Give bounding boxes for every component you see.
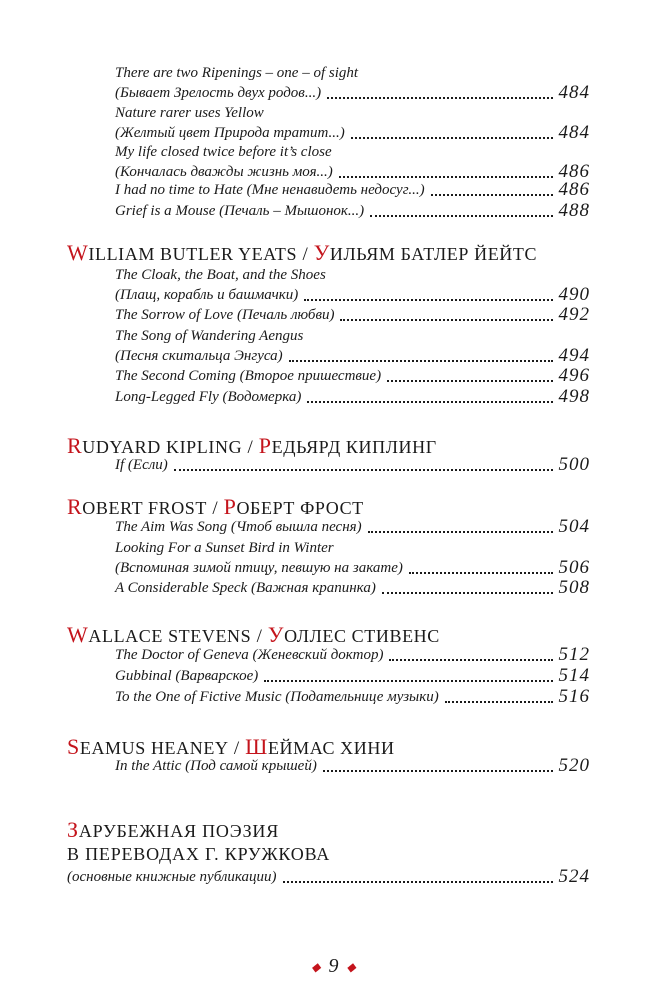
author-name-en: ALLACE STEVENS bbox=[88, 626, 252, 646]
page-reference: 484 bbox=[558, 82, 590, 103]
section-title-line1: АРУБЕЖНАЯ ПОЭЗИЯ bbox=[78, 821, 280, 841]
entry-text: Long-Legged Fly (Водомерка) bbox=[115, 389, 302, 405]
entry-text: (Бывает Зрелость двух родов...) bbox=[115, 85, 322, 101]
toc-entry[interactable] bbox=[115, 305, 590, 325]
dot-leader bbox=[283, 867, 553, 883]
author-initial-en: R bbox=[67, 494, 83, 519]
section-title-line2: В ПЕРЕВОДАХ Г. КРУЖКОВА bbox=[67, 844, 331, 864]
page-reference: 484 bbox=[558, 122, 590, 143]
author-initial-ru: У bbox=[267, 622, 285, 647]
author-name-ru: ИЛЬЯМ БАТЛЕР ЙЕЙТС bbox=[329, 244, 538, 264]
page-reference: 504 bbox=[558, 516, 590, 537]
toc-entry[interactable] bbox=[115, 666, 590, 686]
dot-leader bbox=[351, 123, 553, 139]
entry-text: Grief is a Mouse (Печаль – Мышонок...) bbox=[115, 203, 365, 219]
entry-leader-line bbox=[115, 687, 590, 707]
entry-text: I had no time to Hate (Мне ненавидеть недосуг...) bbox=[115, 182, 425, 198]
entry-text: (Плащ, корабль и башмачки) bbox=[115, 287, 299, 303]
toc-entry[interactable] bbox=[115, 180, 590, 200]
page-reference: 486 bbox=[558, 179, 590, 200]
entry-text: (Вспоминая зимой птицу, певшую на закате) bbox=[115, 560, 403, 576]
entry-leader-line bbox=[115, 162, 590, 182]
entry-title-line: My life closed twice before it’s close bbox=[115, 144, 332, 160]
entry-title-line: The Song of Wandering Aengus bbox=[115, 328, 304, 344]
dot-leader bbox=[339, 162, 553, 178]
author-initial-ru: У bbox=[313, 240, 330, 265]
diamond-ornament-icon: ◆ bbox=[311, 959, 321, 974]
author-initial-en: R bbox=[67, 433, 83, 458]
folio-number: 9 bbox=[328, 955, 339, 977]
author-name-ru: ОЛЛЕС СТИВЕНС bbox=[284, 626, 440, 646]
entry-leader-line bbox=[115, 180, 590, 200]
author-name-en: OBERT FROST bbox=[82, 498, 207, 518]
diamond-ornament-icon: ◆ bbox=[346, 959, 356, 974]
toc-entry[interactable] bbox=[115, 756, 590, 776]
author-name-ru: ЕДЬЯРД КИПЛИНГ bbox=[271, 437, 437, 457]
dot-leader bbox=[323, 756, 553, 772]
dot-leader bbox=[370, 201, 552, 217]
page-reference: 514 bbox=[558, 665, 590, 686]
entry-leader-line bbox=[115, 666, 590, 686]
toc-entry[interactable] bbox=[67, 867, 590, 887]
author-separator: / bbox=[228, 738, 246, 759]
author-heading bbox=[67, 240, 537, 266]
dot-leader bbox=[409, 558, 553, 574]
page-reference: 500 bbox=[558, 454, 590, 475]
entry-title-line: The Cloak, the Boat, and the Shoes bbox=[115, 267, 326, 283]
page-number bbox=[0, 955, 667, 978]
page-reference: 524 bbox=[558, 866, 590, 887]
dot-leader bbox=[431, 180, 553, 196]
entry-leader-line bbox=[115, 517, 590, 537]
dot-leader bbox=[304, 285, 552, 301]
toc-entry[interactable] bbox=[115, 387, 590, 407]
author-name-en: ILLIAM BUTLER YEATS bbox=[88, 244, 298, 264]
entry-leader-line bbox=[115, 305, 590, 325]
author-name-ru: ЕЙМАС ХИНИ bbox=[267, 738, 395, 758]
entry-text: Gubbinal (Варварское) bbox=[115, 668, 259, 684]
dot-leader bbox=[382, 578, 553, 594]
page-reference: 520 bbox=[558, 755, 590, 776]
toc-entry[interactable] bbox=[115, 265, 590, 305]
dot-leader bbox=[307, 387, 552, 403]
dot-leader bbox=[368, 517, 553, 533]
entry-text: The Doctor of Geneva (Женевский доктор) bbox=[115, 647, 384, 663]
toc-entry[interactable] bbox=[115, 103, 590, 143]
entry-leader-line bbox=[67, 867, 590, 887]
entry-leader-line bbox=[115, 285, 590, 305]
entry-title-line: Nature rarer uses Yellow bbox=[115, 105, 264, 121]
author-initial-en: S bbox=[67, 734, 80, 759]
page-reference: 508 bbox=[558, 577, 590, 598]
entry-leader-line bbox=[115, 387, 590, 407]
entry-text: The Second Coming (Второе пришествие) bbox=[115, 368, 382, 384]
author-initial-en: W bbox=[67, 240, 89, 265]
entry-text: To the One of Fictive Music (Подательнице музыки) bbox=[115, 689, 439, 705]
dot-leader bbox=[340, 305, 552, 321]
author-separator: / bbox=[207, 498, 224, 519]
author-separator: / bbox=[251, 626, 268, 647]
dot-leader bbox=[327, 83, 552, 99]
entry-leader-line bbox=[115, 201, 590, 221]
toc-entry[interactable] bbox=[115, 63, 590, 103]
page-reference: 494 bbox=[558, 345, 590, 366]
toc-entry[interactable] bbox=[115, 645, 590, 665]
entry-text: A Considerable Speck (Важная крапинка) bbox=[115, 580, 376, 596]
author-initial-ru: Ш bbox=[245, 734, 268, 759]
author-initial-ru: Р bbox=[258, 433, 272, 458]
entry-leader-line bbox=[115, 756, 590, 776]
author-name-ru: ОБЕРТ ФРОСТ bbox=[236, 498, 364, 518]
section-initial: З bbox=[67, 817, 79, 842]
page-reference: 488 bbox=[558, 200, 590, 221]
toc-entry[interactable] bbox=[115, 538, 590, 578]
entry-text: (Кончалась дважды жизнь моя...) bbox=[115, 164, 333, 180]
dot-leader bbox=[445, 687, 553, 703]
entry-text: In the Attic (Под самой крышей) bbox=[115, 758, 317, 774]
entry-text: (Желтый цвет Природа тратит...) bbox=[115, 125, 345, 141]
author-name-en: UDYARD KIPLING bbox=[82, 437, 243, 457]
page-reference: 516 bbox=[558, 686, 590, 707]
dot-leader bbox=[264, 666, 552, 682]
dot-leader bbox=[389, 645, 552, 661]
entry-leader-line bbox=[115, 578, 590, 598]
dot-leader bbox=[174, 455, 553, 471]
dot-leader bbox=[387, 366, 552, 382]
entry-text: If (Если) bbox=[115, 457, 168, 473]
entry-leader-line bbox=[115, 346, 590, 366]
entry-leader-line bbox=[115, 123, 590, 143]
entry-leader-line bbox=[115, 83, 590, 103]
page-reference: 506 bbox=[558, 557, 590, 578]
author-separator: / bbox=[242, 437, 259, 458]
toc-entry[interactable] bbox=[115, 455, 590, 475]
page-reference: 498 bbox=[558, 386, 590, 407]
entry-text: (Песня скитальца Энгуса) bbox=[115, 348, 283, 364]
entry-leader-line bbox=[115, 455, 590, 475]
entry-text: (основные книжные публикации) bbox=[67, 869, 277, 885]
author-initial-en: W bbox=[67, 622, 89, 647]
entry-title-line: Looking For a Sunset Bird in Winter bbox=[115, 540, 334, 556]
toc-entry[interactable] bbox=[115, 142, 590, 182]
page-reference: 486 bbox=[558, 161, 590, 182]
entry-leader-line bbox=[115, 558, 590, 578]
page-reference: 496 bbox=[558, 365, 590, 386]
entry-leader-line bbox=[115, 645, 590, 665]
page-reference: 492 bbox=[558, 304, 590, 325]
page-reference: 490 bbox=[558, 284, 590, 305]
author-name-en: EAMUS HEANEY bbox=[79, 738, 229, 758]
toc-entry[interactable] bbox=[115, 326, 590, 366]
author-initial-ru: Р bbox=[223, 494, 237, 519]
toc-entry[interactable] bbox=[115, 578, 590, 598]
dot-leader bbox=[289, 346, 553, 362]
toc-entry[interactable] bbox=[115, 201, 590, 221]
toc-entry[interactable] bbox=[115, 517, 590, 537]
entry-text: The Sorrow of Love (Печаль любви) bbox=[115, 307, 335, 323]
entry-title-line: There are two Ripenings – one – of sight bbox=[115, 65, 359, 81]
entry-text: The Aim Was Song (Чтоб вышла песня) bbox=[115, 519, 362, 535]
toc-entry[interactable] bbox=[115, 366, 590, 386]
author-separator: / bbox=[297, 244, 314, 265]
toc-entry[interactable] bbox=[115, 687, 590, 707]
page-reference: 512 bbox=[558, 644, 590, 665]
entry-leader-line bbox=[115, 366, 590, 386]
section-heading bbox=[67, 818, 279, 843]
